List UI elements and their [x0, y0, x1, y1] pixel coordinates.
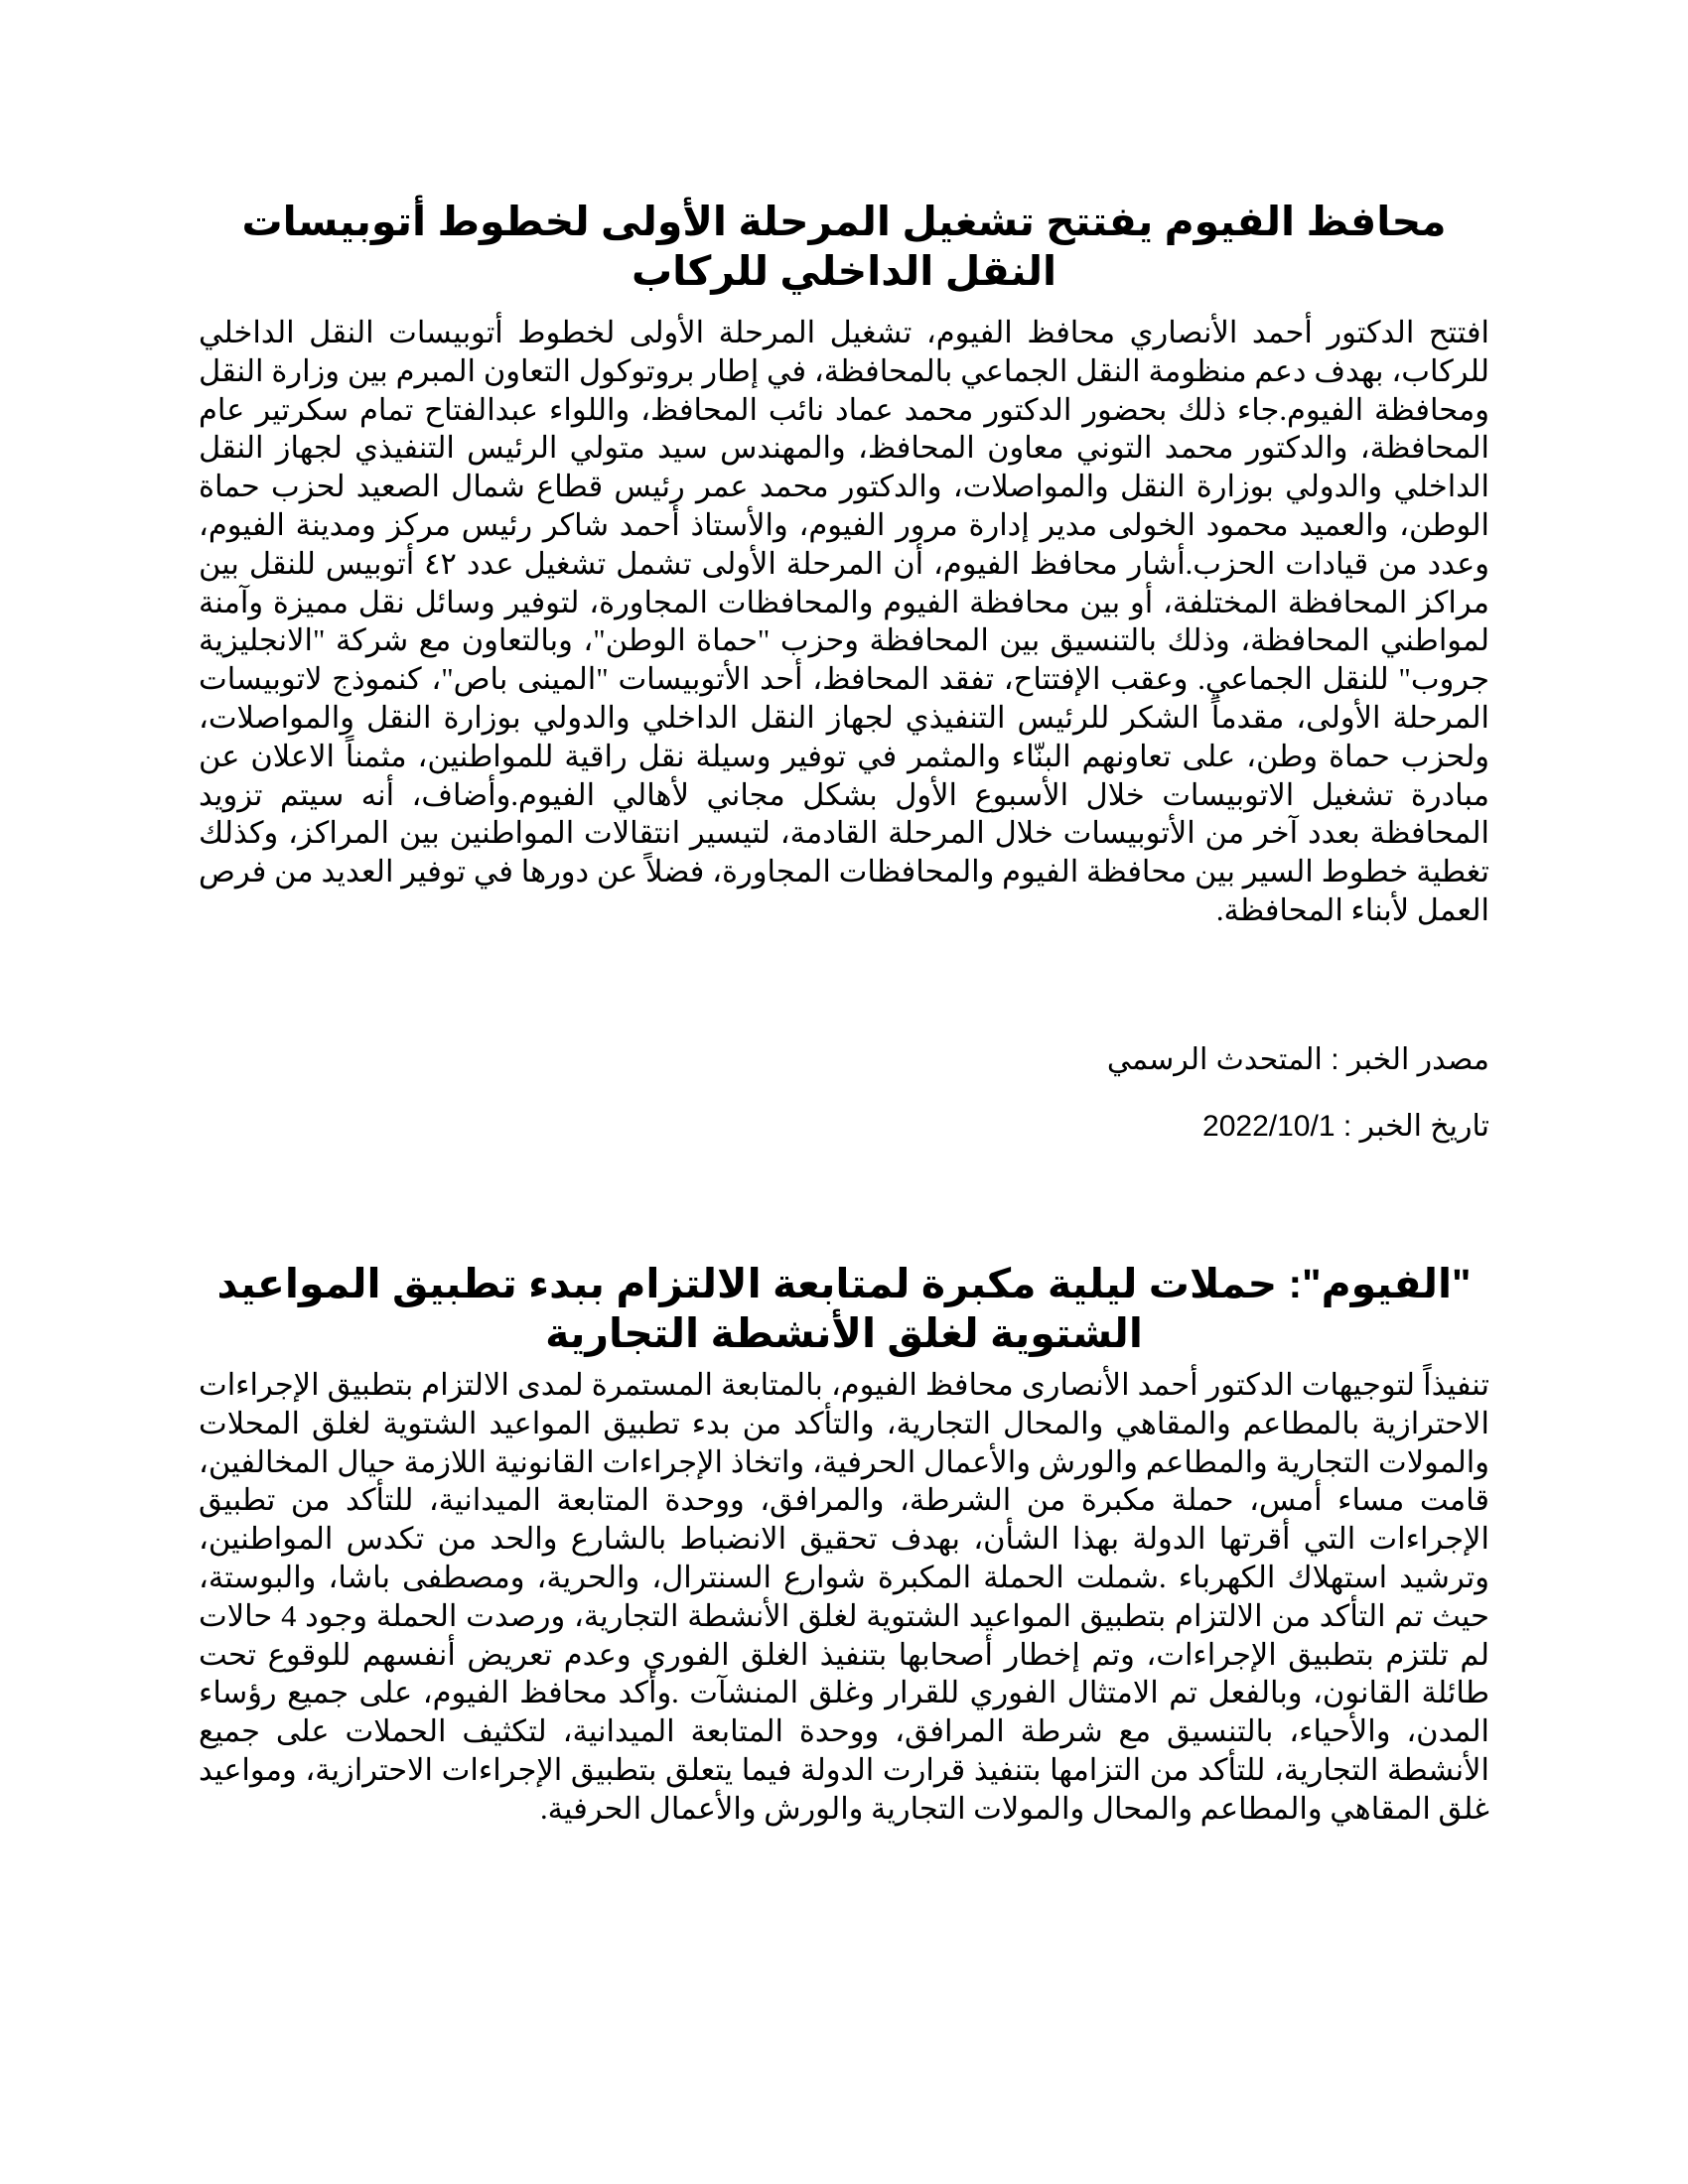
- article1-source: مصدر الخبر : المتحدث الرسمي: [1106, 1043, 1489, 1076]
- article1-title: محافظ الفيوم يفتتح تشغيل المرحلة الأولى لخطوط أتوبيسات النقل الداخلي للركاب: [241, 199, 1447, 294]
- article2-body: تنفيذاً لتوجيهات الدكتور أحمد الأنصارى محافظ الفيوم، بالمتابعة المستمرة لمدى الالتزام بتطبيق الإجراءات الاحترازية بالمطاعم والمقاهي والمحال التجارية، والتأكد من بدء تطبيق المواعيد الشتوية لغلق المحلات والمولات التجارية والمطاعم والورش والأعمال الحرفية، واتخاذ الإجراءات القانونية اللازمة حيال المخالفين، قامت مساء أمس، حملة مكبرة من الشرطة، والمرافق، ووحدة المتابعة الميدانية، للتأكد من تطبيق الإجراءات التي أقرتها الدولة بهذا الشأن، بهدف تحقيق الانضباط بالشارع والحد من تكدس المواطنين، وترشيد استهلاك الكهرباء .شملت الحملة المكبرة شوارع السنترال، والحرية، ومصطفى باشا، والبوستة، حيث تم التأكد من الالتزام بتطبيق المواعيد الشتوية لغلق الأنشطة التجارية، ورصدت الحملة وجود 4 حالات لم تلتزم بتطبيق الإجراءات، وتم إخطار أصحابها بتنفيذ الغلق الفوري وعدم تعريض أنفسهم للوقوع تحت طائلة القانون، وبالفعل تم الامتثال الفوري للقرار وغلق المنشآت .وأكد محافظ الفيوم، على جميع رؤساء المدن، والأحياء، بالتنسيق مع شرطة المرافق، ووحدة المتابعة الميدانية، لتكثيف الحملات على جميع الأنشطة التجارية، للتأكد من التزامها بتنفيذ قرارت الدولة فيما يتعلق بتطبيق الإجراءات الاحترازية، ومواعيد غلق المقاهي والمطاعم والمحال والمولات التجارية والورش والأعمال الحرفية.: [199, 1368, 1489, 1826]
- article1-date: تاريخ الخبر : 2022/10/1: [1202, 1110, 1489, 1143]
- article1-body: افتتح الدكتور أحمد الأنصاري محافظ الفيوم، تشغيل المرحلة الأولى لخطوط أتوبيسات النقل الداخلي للركاب، بهدف دعم منظومة النقل الجماعي بالمحافظة، في إطار بروتوكول التعاون المبرم بين وزارة النقل ومحافظة الفيوم.جاء ذلك بحضور الدكتور محمد عماد نائب المحافظ، واللواء عبدالفتاح تمام سكرتير عام المحافظة، والدكتور محمد التوني معاون المحافظ، والمهندس سيد متولي الرئيس التنفيذي لجهاز النقل الداخلي والدولي بوزارة النقل والمواصلات، والدكتور محمد عمر رئيس قطاع شمال الصعيد لحزب حماة الوطن، والعميد محمود الخولى مدير إدارة مرور الفيوم، والأستاذ أحمد شاكر رئيس مركز ومدينة الفيوم، وعدد من قيادات الحزب.أشار محافظ الفيوم، أن المرحلة الأولى تشمل تشغيل عدد ٤٢ أتوبيس للنقل بين مراكز المحافظة المختلفة، أو بين محافظة الفيوم والمحافظات المجاورة، لتوفير وسائل نقل مميزة وآمنة لمواطني المحافظة، وذلك بالتنسيق بين المحافظة وحزب "حماة الوطن"، وبالتعاون مع شركة "الانجليزية جروب" للنقل الجماعي. وعقب الإفتتاح، تفقد المحافظ، أحد الأتوبيسات "المينى باص"، كنموذج لاتوبيسات المرحلة الأولى، مقدماً الشكر للرئيس التنفيذي لجهاز النقل الداخلي والدولي بوزارة النقل والمواصلات، ولحزب حماة وطن، على تعاونهم البنّاء والمثمر في توفير وسيلة نقل راقية للمواطنين، مثمناً الاعلان عن مبادرة تشغيل الاتوبيسات خلال الأسبوع الأول بشكل مجاني لأهالي الفيوم.وأضاف، أنه سيتم تزويد المحافظة بعدد آخر من الأتوبيسات خلال المرحلة القادمة، لتيسير انتقالات المواطنين بين المراكز، وكذلك تغطية خطوط السير بين محافظة الفيوم والمحافظات المجاورة، فضلاً عن دورها في توفير العديد من فرص العمل لأبناء المحافظة.: [199, 316, 1489, 927]
- article2-title: "الفيوم": حملات ليلية مكبرة لمتابعة الالتزام ببدء تطبيق المواعيد الشتوية لغلق الأنشطة التجارية: [216, 1261, 1472, 1356]
